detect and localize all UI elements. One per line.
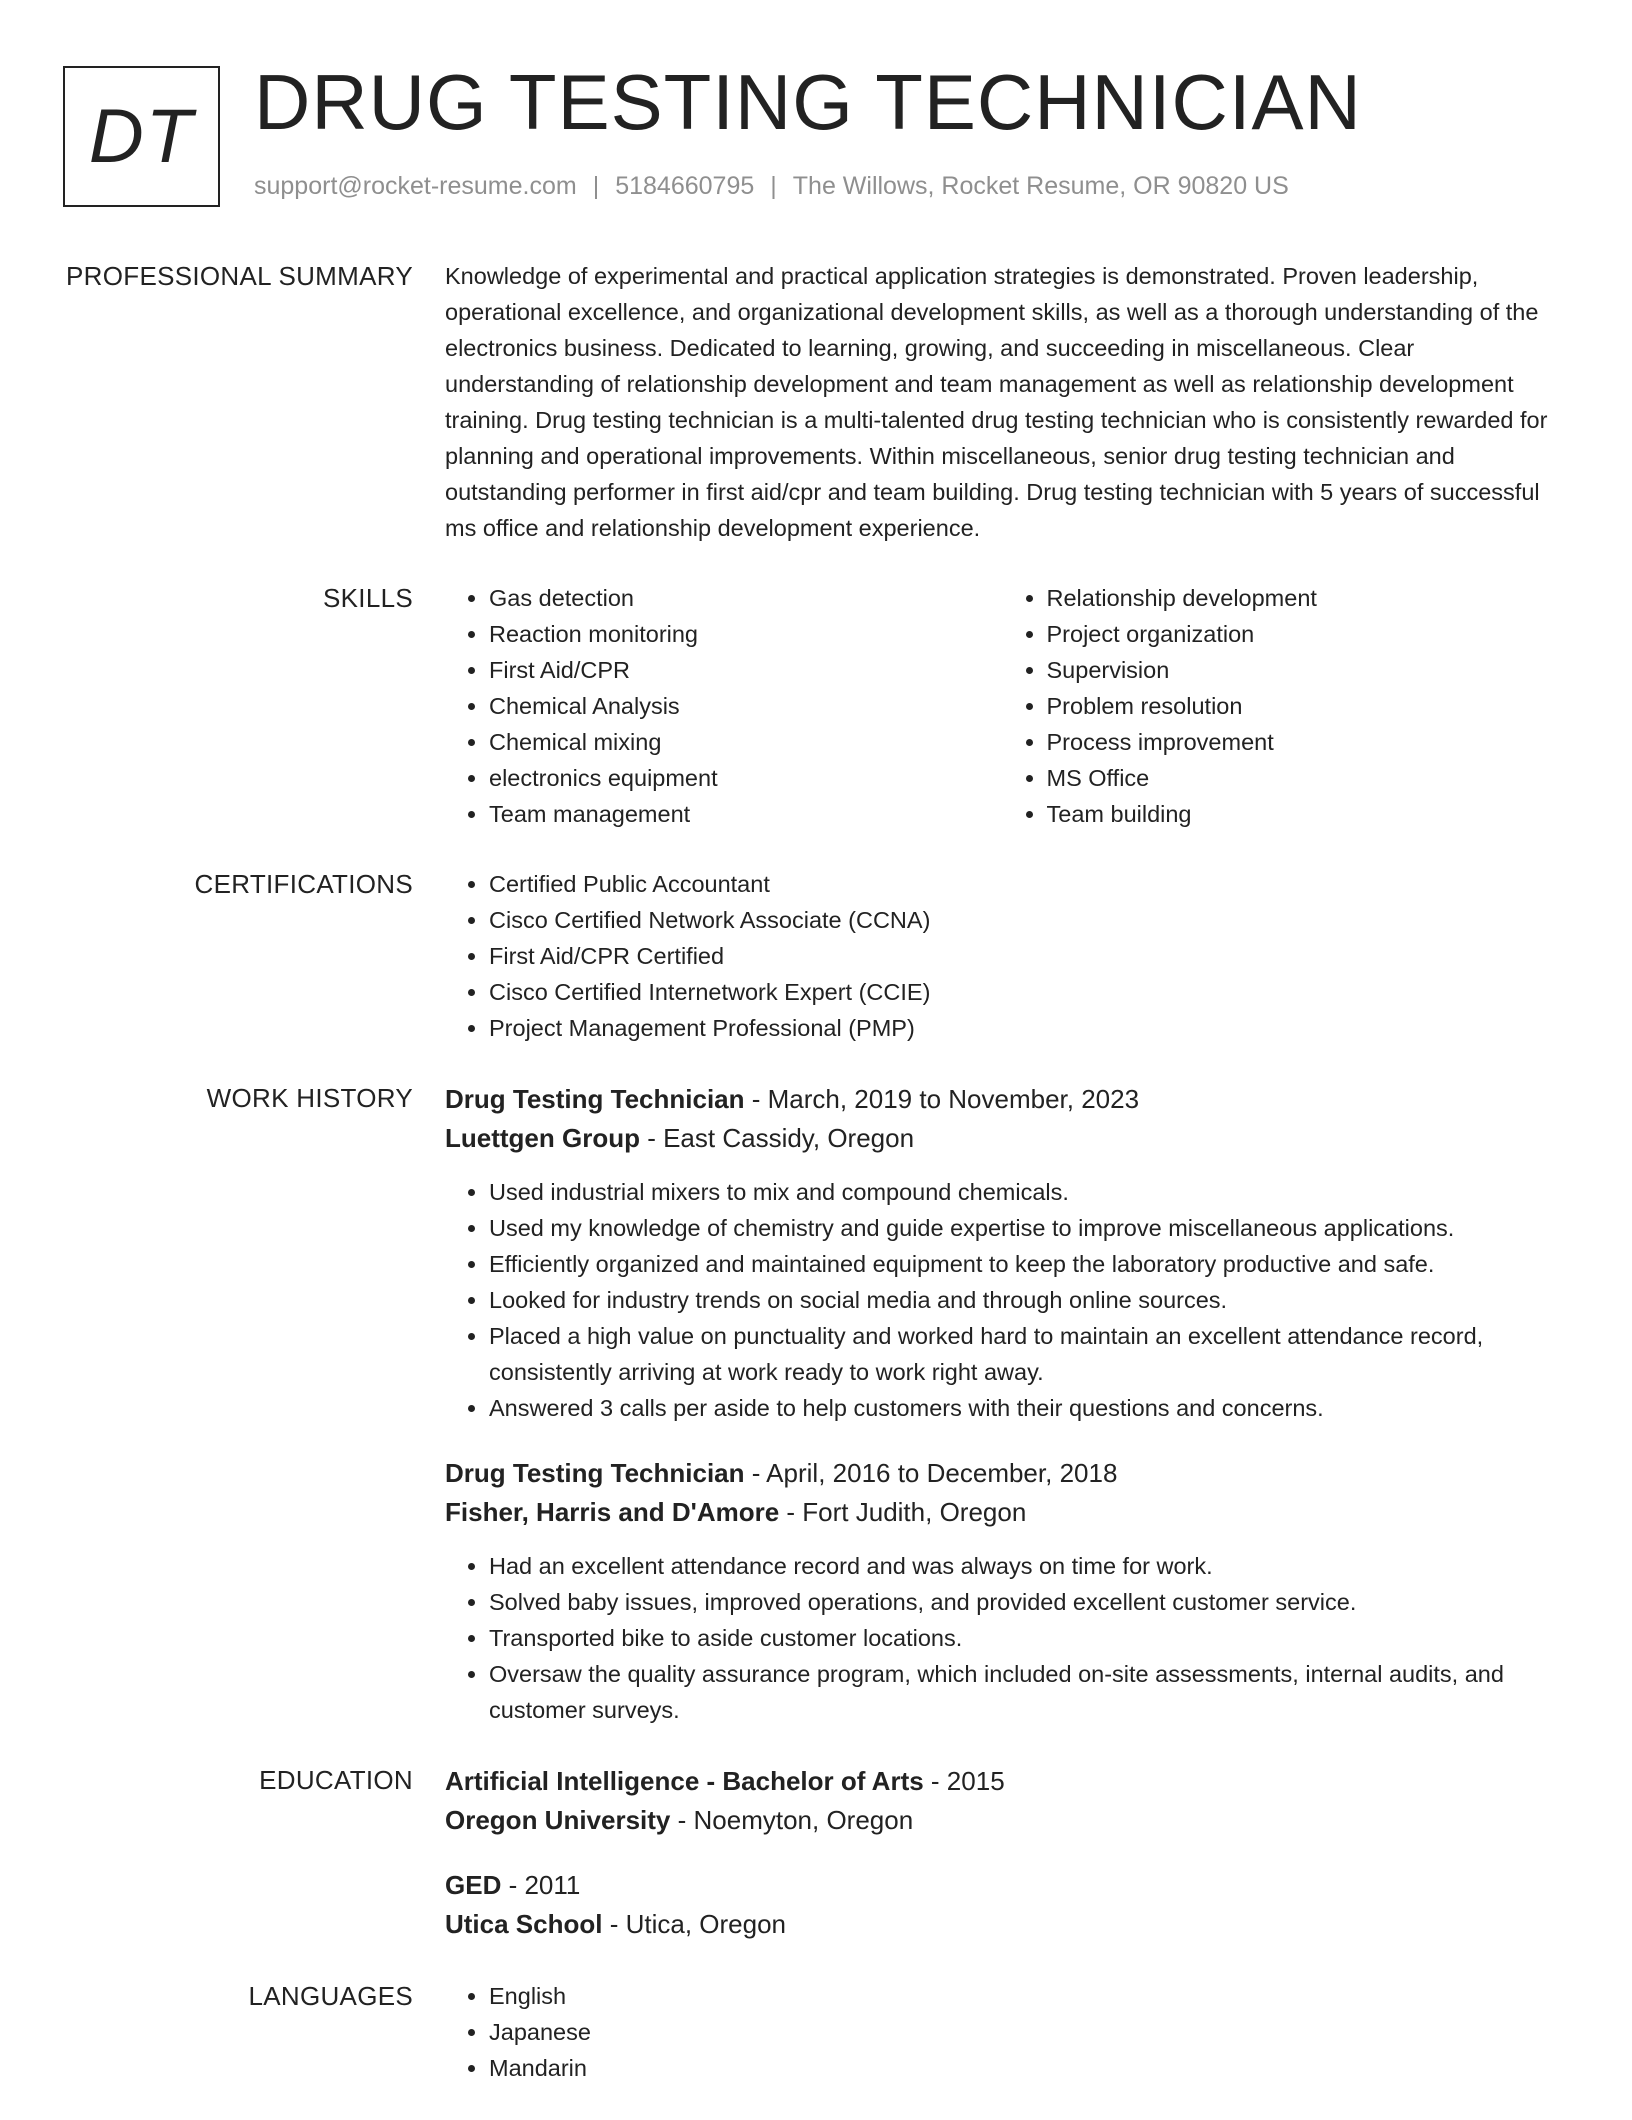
language-item: • English [489, 1978, 1560, 2014]
skills-list-left [445, 580, 1003, 832]
education-degree: GED [445, 1870, 502, 1900]
certifications-section [0, 866, 1632, 1046]
candidate-name: DRUG TESTING TECHNICIAN [254, 58, 1362, 146]
work-history-content [445, 1080, 1560, 1728]
job-bullets [445, 1548, 1560, 1728]
summary-section [0, 258, 1632, 546]
contact-line [254, 172, 1289, 201]
language-item: • Mandarin [489, 2050, 1560, 2086]
certification-item: • Certified Public Accountant [489, 866, 1560, 902]
contact-address: The Willows, Rocket Resume, OR 90820 US [792, 172, 1289, 200]
education-entry [445, 1866, 1560, 1944]
job-bullet: • Efficiently organized and maintained equipment to keep the laboratory productive and safe. [489, 1246, 1560, 1282]
job-title: Drug Testing Technician [445, 1084, 745, 1114]
job-bullet: • Oversaw the quality assurance program, which included on-site assessments, internal audits, and customer surveys. [489, 1656, 1560, 1728]
job-bullet: • Placed a high value on punctuality and worked hard to maintain an excellent attendance record, consistently arriving at work ready to work right away. [489, 1318, 1560, 1390]
summary-content [445, 258, 1560, 546]
section-label: EDUCATION [259, 1765, 413, 1795]
certifications-content [445, 866, 1560, 1046]
section-label: LANGUAGES [248, 1981, 413, 2011]
skill-item: • Chemical mixing [489, 724, 1003, 760]
languages-section [0, 1978, 1632, 2086]
job-bullets [445, 1174, 1560, 1426]
job-location: - East Cassidy, Oregon [639, 1123, 915, 1153]
job-bullet: • Transported bike to aside customer locations. [489, 1620, 1560, 1656]
job-title-line [445, 1454, 1560, 1493]
skill-item: • Gas detection [489, 580, 1003, 616]
skill-item: • Supervision [1047, 652, 1561, 688]
certification-item: • Cisco Certified Network Associate (CCNA) [489, 902, 1560, 938]
skill-item: • Project organization [1047, 616, 1561, 652]
section-label: PROFESSIONAL SUMMARY [66, 261, 413, 291]
education-year: - 2011 [501, 1870, 581, 1900]
job-company-line [445, 1493, 1560, 1532]
skill-item: • Chemical Analysis [489, 688, 1003, 724]
certifications-list [445, 866, 1560, 1046]
contact-separator: | [770, 172, 777, 200]
languages-list [445, 1978, 1560, 2086]
contact-phone[interactable]: 5184660795 [615, 172, 755, 200]
skill-item: • First Aid/CPR [489, 652, 1003, 688]
education-location: - Noemyton, Oregon [670, 1805, 914, 1835]
resume-sections [0, 258, 1632, 2120]
job-title-line [445, 1080, 1560, 1119]
job-dates: - April, 2016 to December, 2018 [744, 1458, 1118, 1488]
languages-content [445, 1978, 1560, 2086]
skill-item: • Team building [1047, 796, 1561, 832]
education-school-line [445, 1801, 1560, 1840]
education-content [445, 1762, 1560, 1944]
contact-email[interactable]: support@rocket-resume.com [254, 172, 577, 200]
work-history-section [0, 1080, 1632, 1728]
education-school: Utica School [445, 1909, 603, 1939]
certification-item: • First Aid/CPR Certified [489, 938, 1560, 974]
education-entry [445, 1762, 1560, 1840]
job-bullet: • Solved baby issues, improved operations, and provided excellent customer service. [489, 1584, 1560, 1620]
skills-list-right [1003, 580, 1561, 832]
education-school: Oregon University [445, 1805, 671, 1835]
education-school-line [445, 1905, 1560, 1944]
job-company: Luettgen Group [445, 1123, 640, 1153]
skill-item: • electronics equipment [489, 760, 1003, 796]
job-bullet: • Looked for industry trends on social media and through online sources. [489, 1282, 1560, 1318]
summary-text: Knowledge of experimental and practical application strategies is demonstrated. Proven leadership, operational excellence, and organizational development skills, as well as a thorough understanding of the electronics business. Dedicated to learning, growing, and succeeding in miscellaneous. Clear understanding of relationship development and team management as well as relationship development training. Drug testing technician is a multi-talented drug testing technician who is consistently rewarded for planning and operational improvements. Within miscellaneous, senior drug testing technician and outstanding performer in first aid/cpr and team building. Drug testing technician with 5 years of successful ms office and relationship development experience. [445, 263, 1548, 541]
section-label: CERTIFICATIONS [194, 869, 413, 899]
education-location: - Utica, Oregon [602, 1909, 786, 1939]
skill-item: • Team management [489, 796, 1003, 832]
skill-item: • Relationship development [1047, 580, 1561, 616]
job-location: - Fort Judith, Oregon [779, 1497, 1027, 1527]
job-bullet: • Had an excellent attendance record and was always on time for work. [489, 1548, 1560, 1584]
job-entry [445, 1454, 1560, 1728]
education-year: - 2015 [923, 1766, 1005, 1796]
job-bullet: • Answered 3 calls per aside to help customers with their questions and concerns. [489, 1390, 1560, 1426]
education-degree-line [445, 1762, 1560, 1801]
job-dates: - March, 2019 to November, 2023 [744, 1084, 1140, 1114]
skills-content [445, 580, 1560, 832]
education-degree-line [445, 1866, 1560, 1905]
contact-separator: | [592, 172, 600, 200]
skills-section [0, 580, 1632, 832]
job-title: Drug Testing Technician [445, 1458, 745, 1488]
job-entry [445, 1080, 1560, 1426]
skill-item: • Reaction monitoring [489, 616, 1003, 652]
monogram-logo: DT [63, 66, 220, 207]
skill-item: • MS Office [1047, 760, 1561, 796]
skill-item: • Process improvement [1047, 724, 1561, 760]
section-label: SKILLS [323, 583, 413, 613]
certification-item: • Project Management Professional (PMP) [489, 1010, 1560, 1046]
job-bullet: • Used my knowledge of chemistry and guide expertise to improve miscellaneous applications. [489, 1210, 1560, 1246]
job-company: Fisher, Harris and D'Amore [445, 1497, 780, 1527]
language-item: • Japanese [489, 2014, 1560, 2050]
skill-item: • Problem resolution [1047, 688, 1561, 724]
section-label: WORK HISTORY [206, 1083, 413, 1113]
education-degree: Artificial Intelligence - Bachelor of Arts [445, 1766, 924, 1796]
job-bullet: • Used industrial mixers to mix and compound chemicals. [489, 1174, 1560, 1210]
job-company-line [445, 1119, 1560, 1158]
certification-item: • Cisco Certified Internetwork Expert (CCIE) [489, 974, 1560, 1010]
education-section [0, 1762, 1632, 1944]
